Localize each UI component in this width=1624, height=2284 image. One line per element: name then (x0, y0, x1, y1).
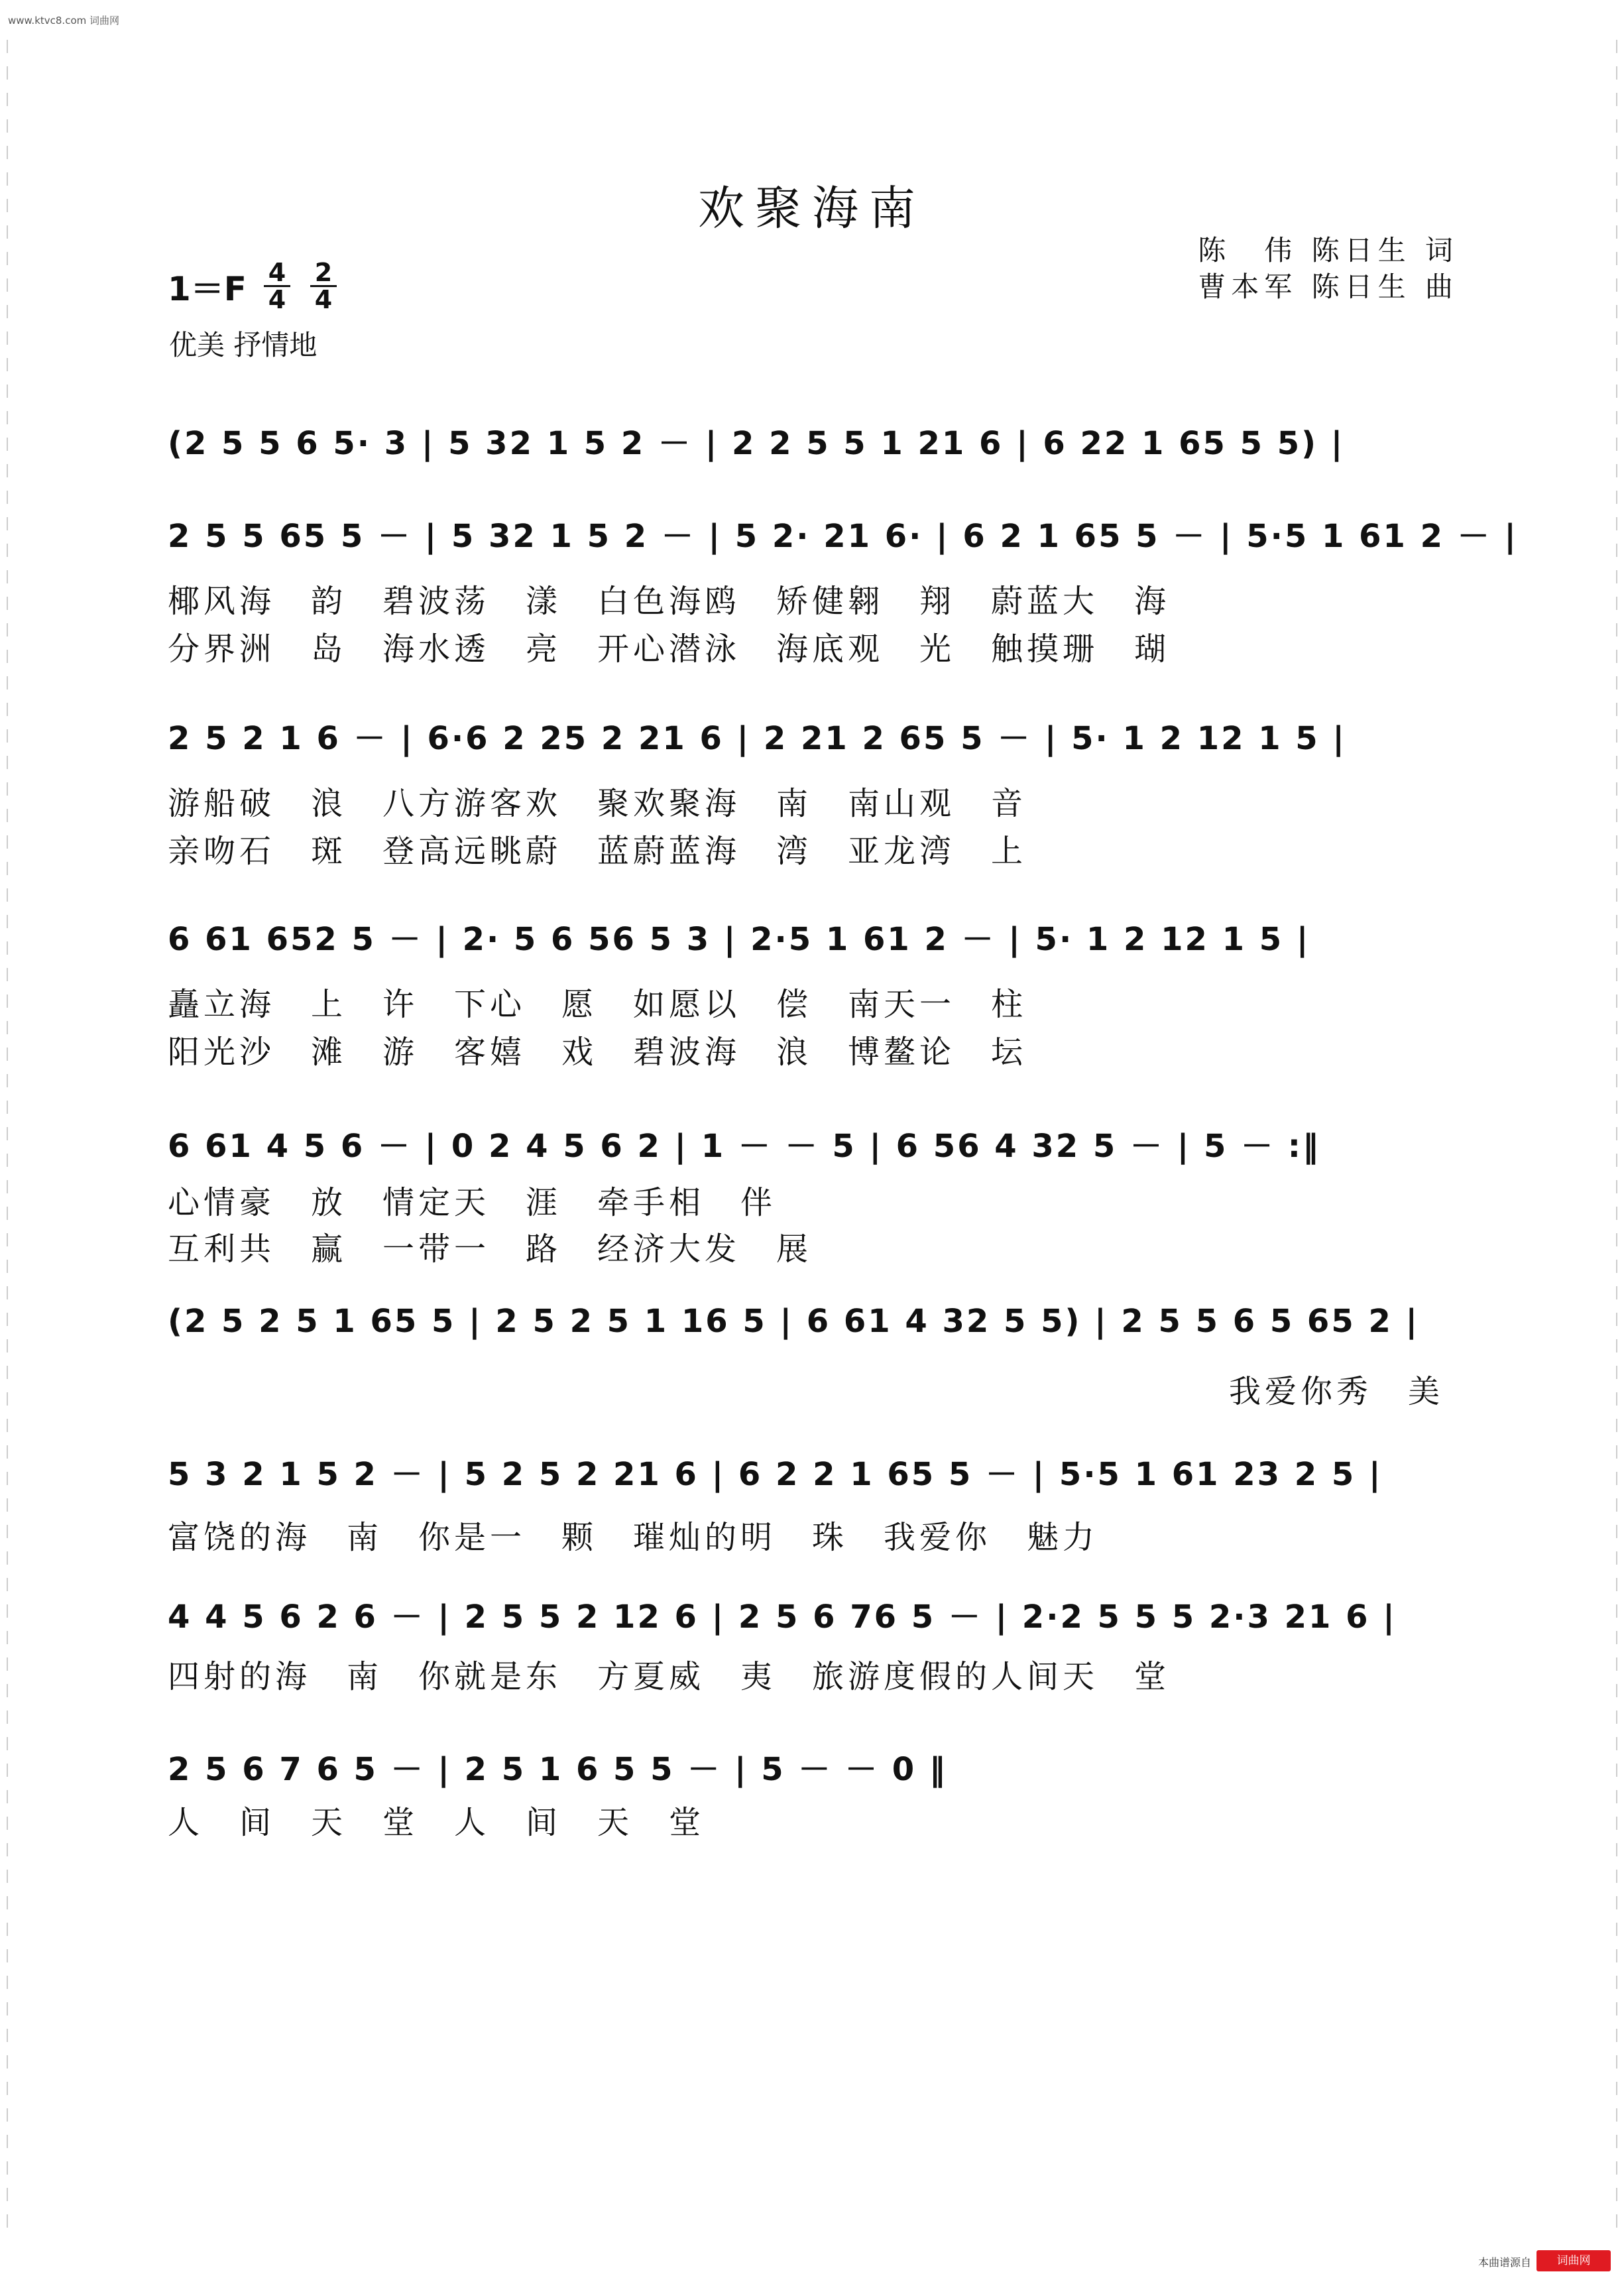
system-6-lyric-1: 我爱你秀 美 (1228, 1373, 1444, 1410)
system-2-lyric-1: 椰风海 韵 碧波荡 漾 白色海鸥 矫健翱 翔 蔚蓝大 海 (168, 583, 1171, 620)
time-signature-2-num: 2 (310, 260, 337, 287)
system-4-lyric-2: 阳光沙 滩 游 客嬉 戏 碧波海 浪 博鳌论 坛 (168, 1034, 1027, 1071)
system-6-notes: (2 5 2 5 1 65 5 | 2 5 2 5 1 16 5 | 6 61 4 32 5 5) | 2 5 5 6 5 65 2 | (168, 1303, 1420, 1340)
system-3-lyric-2: 亲吻石 斑 登高远眺蔚 蓝蔚蓝海 湾 亚龙湾 上 (168, 833, 1027, 870)
system-5-lyric-2: 互利共 赢 一带一 路 经济大发 展 (168, 1231, 813, 1268)
time-signature-1-den: 4 (268, 285, 286, 314)
tempo-marking: 优美 抒情地 (169, 329, 318, 361)
time-signature-2-den: 4 (314, 285, 333, 314)
score-title: 欢聚海南 (698, 181, 926, 235)
system-5-lyric-1: 心情豪 放 情定天 涯 牵手相 伴 (168, 1184, 777, 1221)
system-2-notes: 2 5 5 65 5 － | 5 32 1 5 2 － | 5 2· 21 6· | 6 2 1 65 5 － | 5·5 1 61 2 － | (168, 518, 1518, 555)
system-3-notes: 2 5 2 1 6 － | 6·6 2 25 2 21 6 | 2 21 2 65 5 － | 5· 1 2 12 1 5 | (168, 720, 1346, 757)
system-7-lyric-1: 富饶的海 南 你是一 颗 璀灿的明 珠 我爱你 魅力 (168, 1519, 1099, 1556)
key-signature: 1＝F (168, 270, 247, 308)
system-4-notes: 6 61 652 5 － | 2· 5 6 56 5 3 | 2·5 1 61 2 － | 5· 1 2 12 1 5 | (168, 921, 1310, 958)
system-8-lyric-1: 四射的海 南 你就是东 方夏威 夷 旅游度假的人间天 堂 (168, 1658, 1171, 1695)
time-signature-1-num: 4 (264, 260, 290, 287)
system-3-lyric-1: 游船破 浪 八方游客欢 聚欢聚海 南 南山观 音 (168, 785, 1027, 822)
system-5-notes: 6 61 4 5 6 － | 0 2 4 5 6 2 | 1 － － 5 | 6 56 4 32 5 － | 5 － :‖ (168, 1128, 1320, 1165)
system-2-lyric-2: 分界洲 岛 海水透 亮 开心潜泳 海底观 光 触摸珊 瑚 (168, 631, 1171, 668)
right-border-strip (1616, 40, 1617, 2241)
system-1-notes: (2 5 5 6 5· 3 | 5 32 1 5 2 － | 2 2 5 5 1 21 6 | 6 22 1 65 5 5) | (168, 425, 1345, 462)
left-border-strip (7, 40, 8, 2241)
system-8-notes: 4 4 5 6 2 6 － | 2 5 5 2 12 6 | 2 5 6 76 5 － | 2·2 5 5 5 2·3 21 6 | (168, 1598, 1397, 1636)
site-logo: 词曲网 (1537, 2250, 1611, 2271)
system-4-lyric-1: 矗立海 上 许 下心 愿 如愿以 偿 南天一 柱 (168, 986, 1027, 1023)
system-7-notes: 5 3 2 1 5 2 － | 5 2 5 2 21 6 | 6 2 2 1 65 5 － | 5·5 1 61 23 2 5 | (168, 1456, 1383, 1493)
time-signature-2 (310, 260, 337, 312)
lyricist-credit: 陈 伟 陈日生 词 (1198, 234, 1458, 267)
system-9-notes: 2 5 6 7 6 5 － | 2 5 1 6 5 5 － | 5 － － 0 ‖ (168, 1751, 947, 1788)
source-note: 本曲谱源自 (1478, 2256, 1531, 2269)
time-signature-1 (264, 260, 290, 312)
composer-credit: 曹本军 陈日生 曲 (1198, 270, 1458, 303)
site-watermark-top: www.ktvc8.com 词曲网 (8, 15, 120, 27)
system-9-lyric-1: 人 间 天 堂 人 间 天 堂 (168, 1804, 705, 1841)
